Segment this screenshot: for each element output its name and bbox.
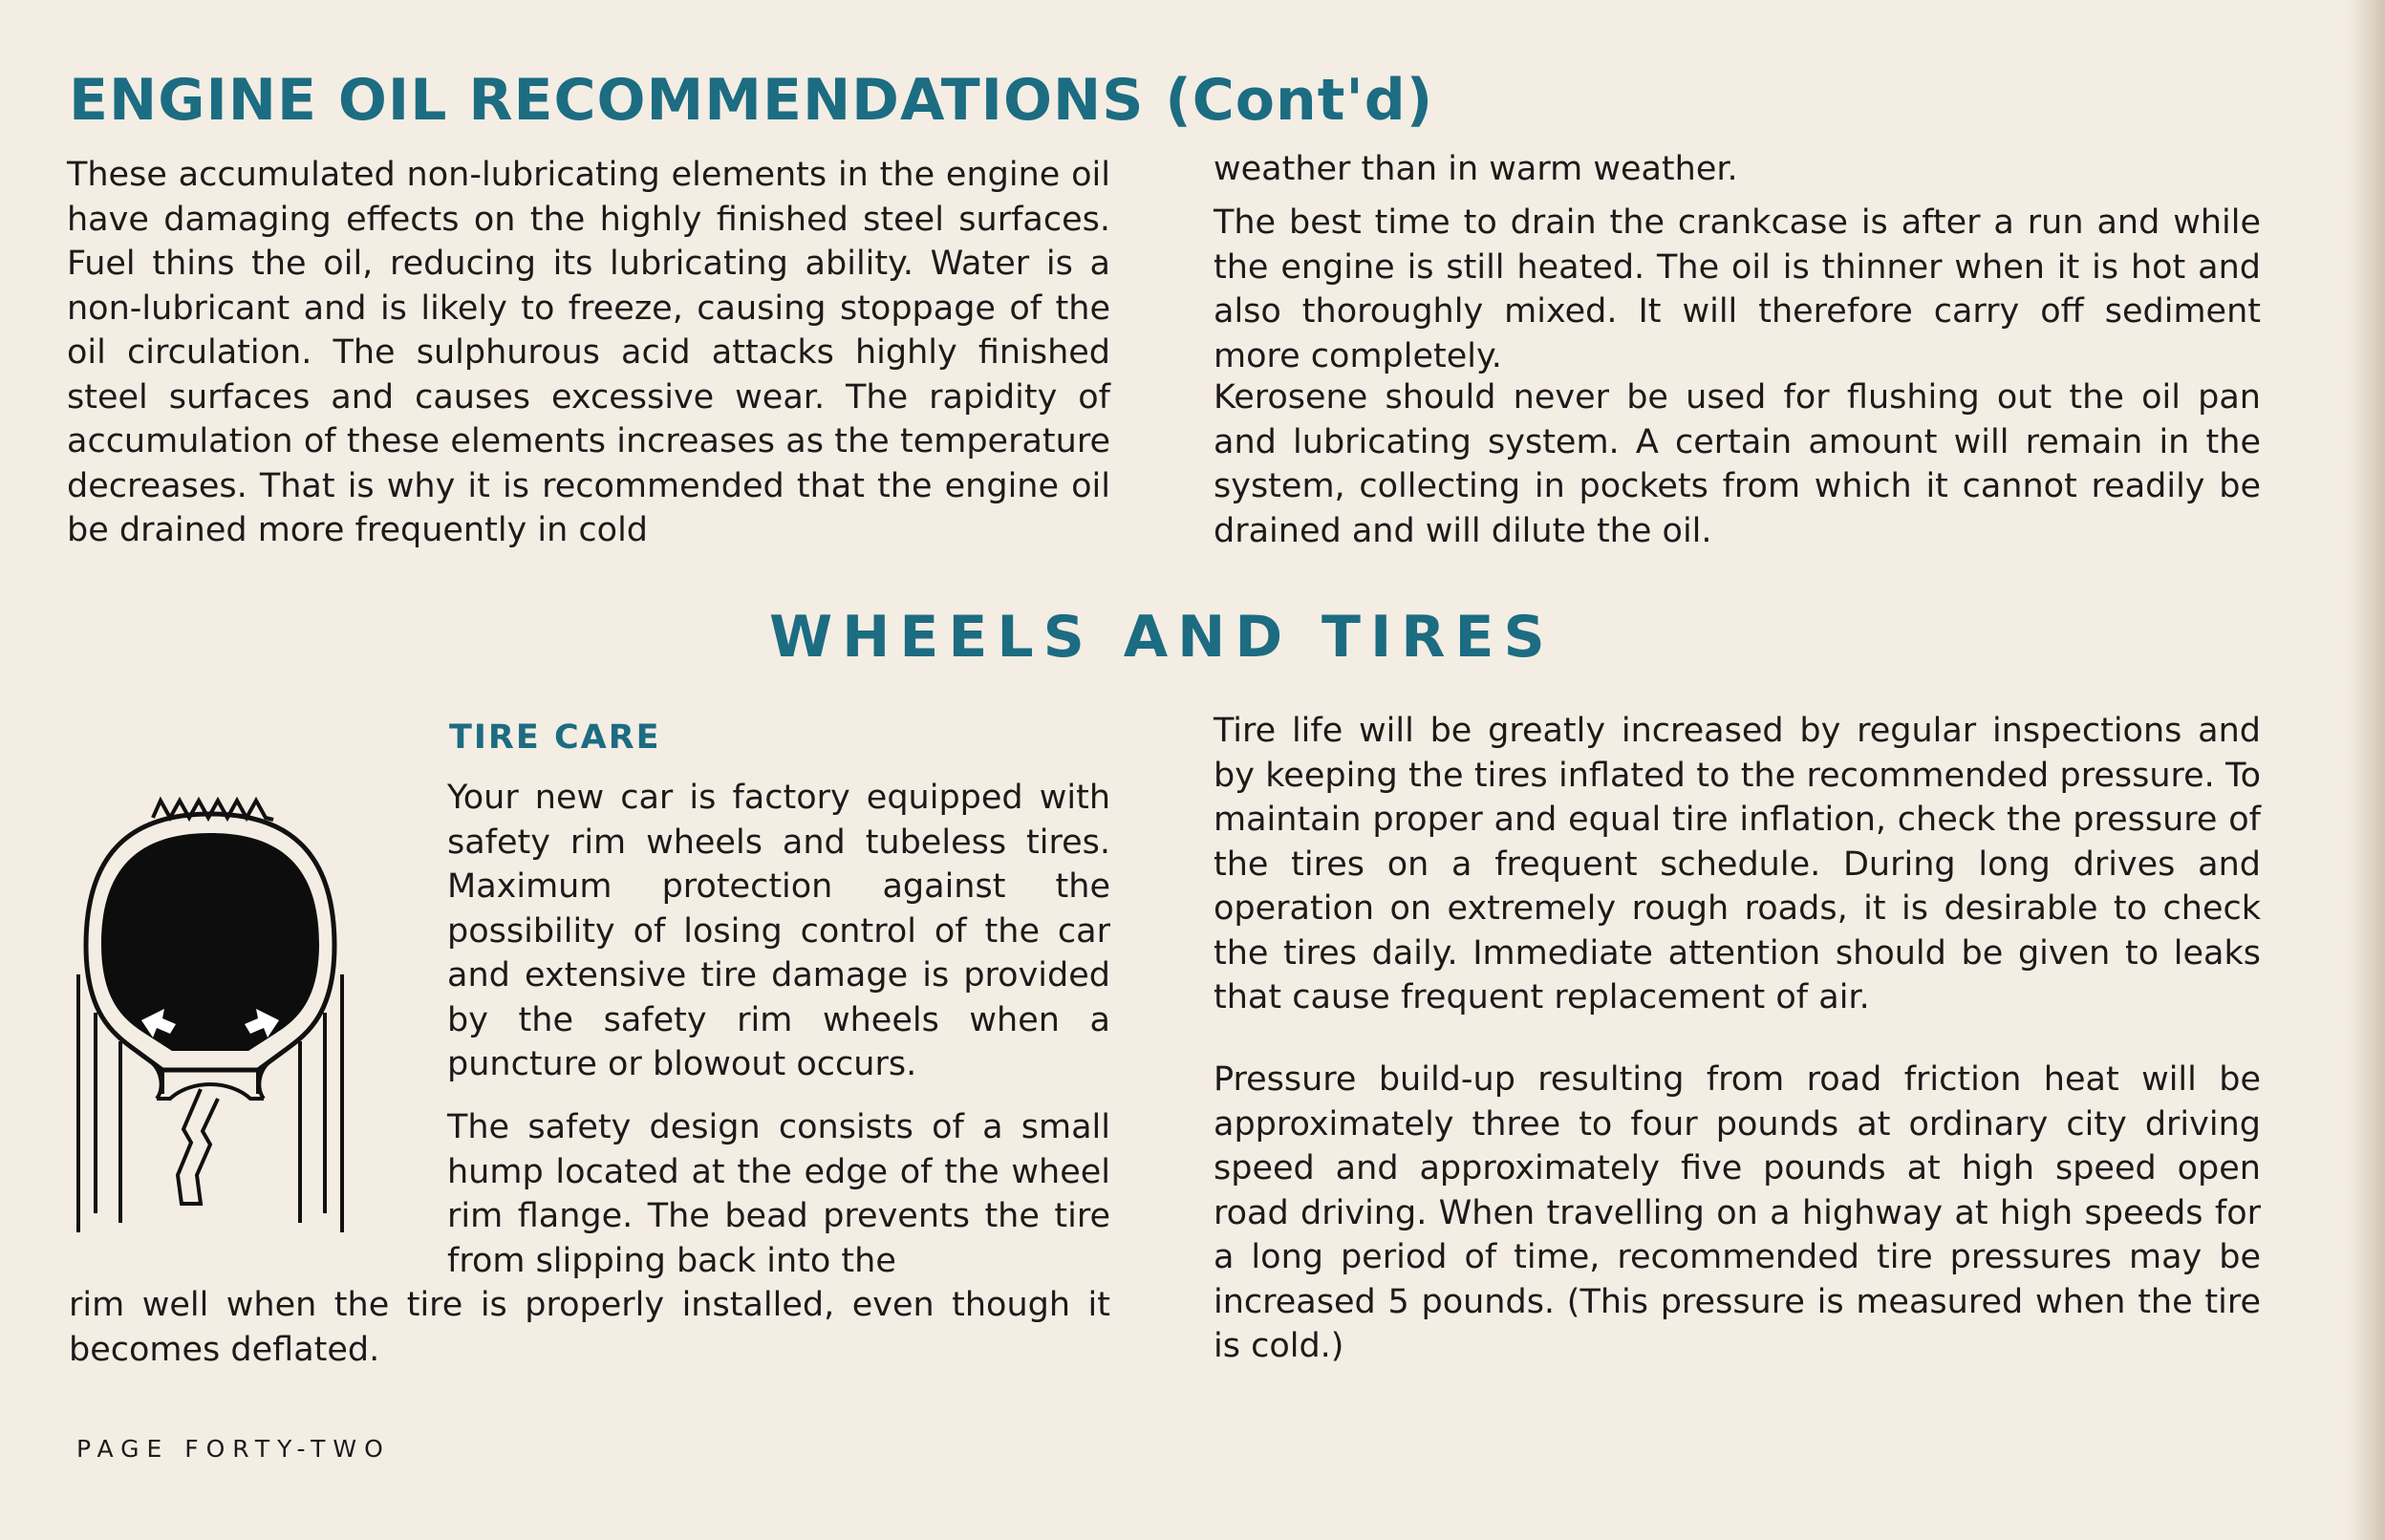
tire-cross-section-icon [57, 783, 363, 1232]
page-edge [2347, 0, 2385, 1540]
engine-oil-heading: ENGINE OIL RECOMMENDATIONS (Cont'd) [69, 67, 1434, 134]
engine-oil-continuation: weather than in warm weather. [1214, 150, 1738, 188]
tire-care-subheading: TIRE CARE [449, 718, 661, 757]
page-number: PAGE FORTY-TWO [76, 1435, 391, 1463]
tire-care-paragraph-1: Your new car is factory equipped with safety rim wheels and tubeless tires. Maximum protection against the possibility of losing control of the car and extensive tire damage is provided by the safety rim wheels when a puncture or blowout occurs. [447, 779, 1110, 1083]
tire-inspection-paragraph: Tire life will be greatly increased by regular inspections and by keeping the tires inflated to the recommended pressure. To maintain proper and equal tire inflation, check the pressure of the tires on a frequent schedule. During long drives and operation on extremely rough roads, it is desirable to check the tires daily. Immediate attention should be given to leaks that cause frequent replacement of air. [1214, 712, 2261, 1016]
engine-oil-left-paragraph: These accumulated non-lubricating elements in the engine oil have damaging effects on the highly finished steel surfaces. Fuel thins the oil, reducing its lubricating ability. Water is a non-lubricant and is likely to freeze, causing stoppage of the oil circulation. The sulphurous acid attacks highly finished steel surfaces and causes excessive wear. The rapidity of accumulation of these elements increases as the temperature decreases. That is why it is recommended that the engine oil be drained more frequently in cold [67, 156, 1110, 549]
wheels-tires-heading: WHEELS AND TIRES [769, 604, 1555, 671]
tire-care-paragraph-2: The safety design consists of a small hump located at the edge of the wheel rim flange. The bead prevents the tire from slipping back into the [447, 1108, 1110, 1280]
tire-pressure-paragraph: Pressure build-up resulting from road friction heat will be approximately three to four pounds at ordinary city driving speed and approximately five pounds at high speed open road driving. When travelling on a highway at high speeds for a long period of time, recommended tire pressures may be increased 5 pounds. (This pressure is measured when the tire is cold.) [1214, 1060, 2261, 1365]
drain-crankcase-paragraph: The best time to drain the crankcase is after a run and while the engine is still heated. The oil is thinner when it is hot and also thoroughly mixed. It will therefore carry off sediment more completely. [1214, 203, 2261, 375]
kerosene-paragraph: Kerosene should never be used for flushing out the oil pan and lubricating system. A certain amount will remain in the system, collecting in pockets from which it cannot readily be drained and will dilute the oil. [1214, 378, 2261, 550]
tire-care-paragraph-2-end: rim well when the tire is properly installed, even though it becomes deflated. [69, 1286, 1110, 1369]
